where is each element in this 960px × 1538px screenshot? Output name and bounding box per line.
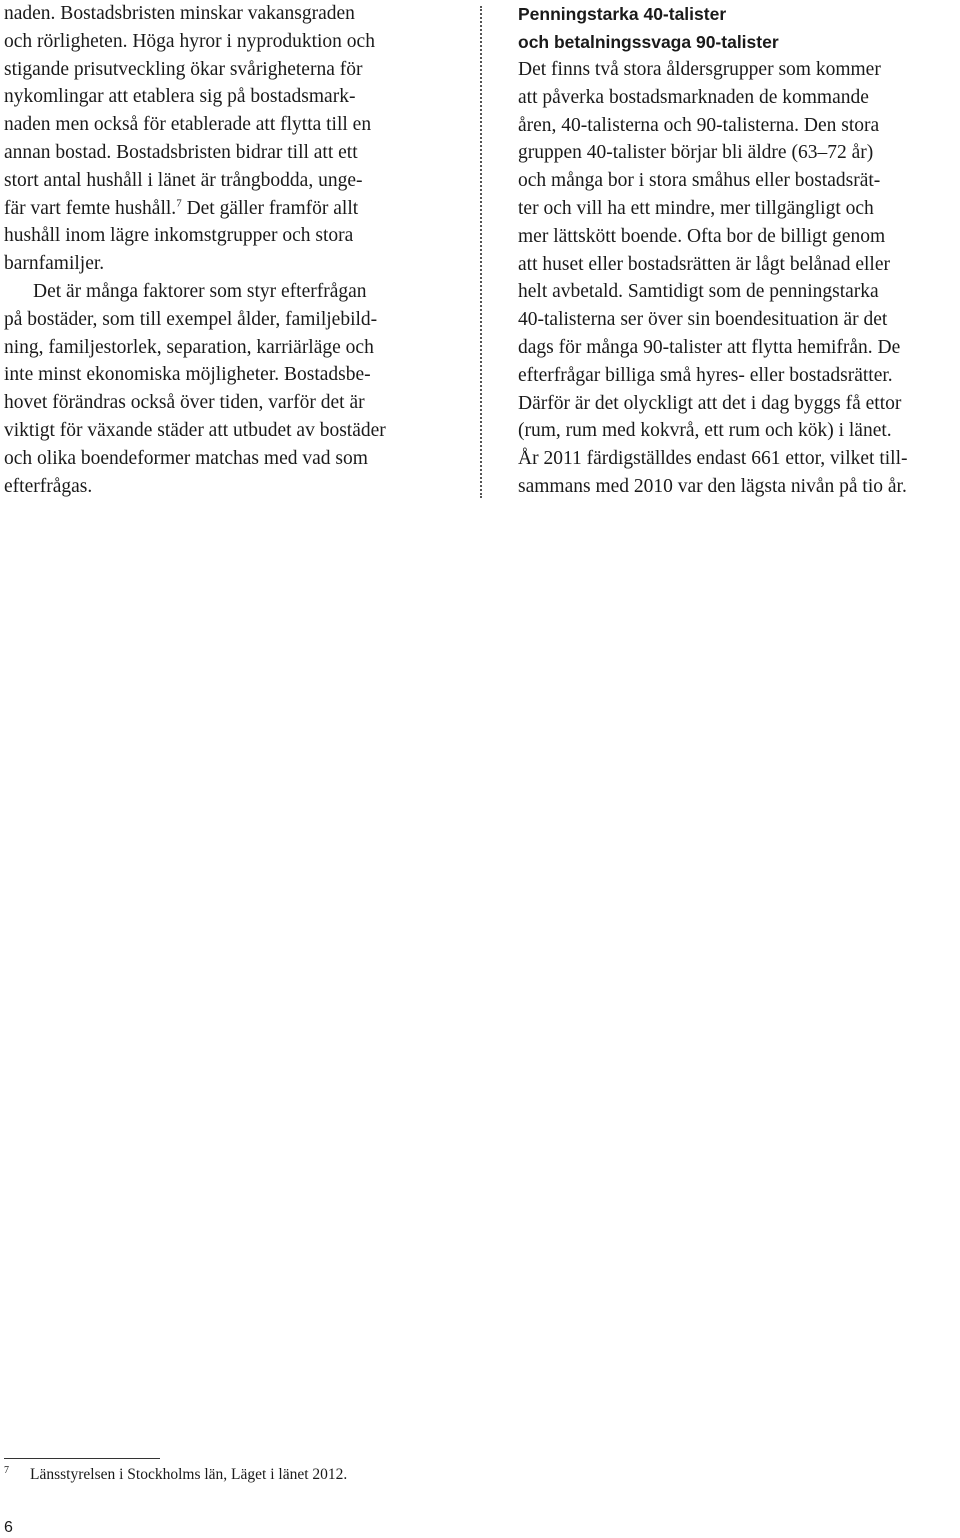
page-number: 6 <box>4 1519 13 1536</box>
text-line: annan bostad. Bostadsbristen bidrar till att ett <box>4 141 358 163</box>
text-line: naden men också för etablerade att flytta till en <box>4 114 372 136</box>
text-line: och rörligheten. Höga hyror i nyproduktion och <box>4 30 375 52</box>
text-line: (rum, rum med kokvrå, ett rum och kök) i länet. <box>518 420 892 442</box>
text-line: naden. Bostadsbristen minskar vakansgraden <box>4 3 355 24</box>
text-line: att påverka bostadsmarknaden de kommande <box>518 86 869 108</box>
text-line: helt avbetald. Samtidigt som de penningstarka <box>518 281 879 303</box>
column-divider <box>480 6 482 498</box>
heading-line: Penningstarka 40-talister <box>518 4 727 24</box>
text-line: ter och vill ha ett mindre, mer tillgängligt och <box>518 197 874 219</box>
text-line: barnfamiljer. <box>4 253 105 275</box>
text-line: viktigt för växande städer att utbudet av bostäder <box>4 419 386 441</box>
text-line-with-footnote <box>4 195 466 223</box>
text-line: hovet förändras också över tiden, varför det är <box>4 392 365 414</box>
text-fragment: Det gäller framför allt <box>181 197 359 219</box>
text-line: ning, familjestorlek, separation, karriärläge och <box>4 336 374 358</box>
section-heading <box>518 0 960 56</box>
text-line: stigande prisutveckling ökar svårigheterna för <box>4 58 363 80</box>
text-line: inte minst ekonomiska möjligheter. Bostadsbe- <box>4 364 371 386</box>
text-line: nykomlingar att etablera sig på bostadsmark- <box>4 86 356 108</box>
paragraph-demand-factors <box>4 278 466 500</box>
text-line: År 2011 färdigställdes endast 661 ettor, vilket till- <box>518 448 908 470</box>
text-fragment: fär vart femte hushåll. <box>4 197 177 219</box>
footnote: 7 Länsstyrelsen i Stockholms län, Läget i länet 2012. <box>4 1464 348 1483</box>
text-line: Därför är det olyckligt att det i dag byggs få ettor <box>518 392 902 414</box>
text-line: efterfrågar billiga små hyres- eller bostadsrätter. <box>518 364 893 386</box>
footnote-separator <box>4 1458 160 1459</box>
footnote-text: Länsstyrelsen i Stockholms län, Läget i länet 2012. <box>30 1466 348 1483</box>
text-line: Det är många faktorer som styr efterfrågan <box>33 280 367 302</box>
text-line: att huset eller bostadsrätten är lågt belånad eller <box>518 253 890 275</box>
text-line: sammans med 2010 var den lägsta nivån på tio år. <box>518 475 907 497</box>
text-line: dags för många 90-talister att flytta hemifrån. De <box>518 336 901 358</box>
text-line: 40-talisterna ser över sin boendesituation är det <box>518 309 888 331</box>
right-column <box>518 0 960 501</box>
heading-line: och betalningssvaga 90-talister <box>518 32 779 52</box>
text-line: och många bor i stora småhus eller bostadsrät- <box>518 170 881 192</box>
footnote-reference[interactable]: 7 <box>176 197 182 210</box>
text-line: på bostäder, som till exempel ålder, familjebild- <box>4 308 378 330</box>
left-column <box>4 0 466 500</box>
text-line: hushåll inom lägre inkomstgrupper och stora <box>4 225 354 247</box>
text-line: åren, 40-talisterna och 90-talisterna. Den stora <box>518 114 880 136</box>
text-line: efterfrågas. <box>4 475 93 497</box>
text-line: Det finns två stora åldersgrupper som kommer <box>518 59 881 80</box>
text-line: mer lättskött boende. Ofta bor de billigt genom <box>518 225 886 247</box>
text-line: stort antal hushåll i länet är trångbodda, unge- <box>4 169 363 191</box>
text-line: gruppen 40-talister börjar bli äldre (63–72 år) <box>518 142 874 164</box>
paragraph-age-groups <box>518 56 960 501</box>
paragraph-housing-shortage <box>4 0 466 278</box>
text-line: och olika boendeformer matchas med vad som <box>4 447 368 469</box>
